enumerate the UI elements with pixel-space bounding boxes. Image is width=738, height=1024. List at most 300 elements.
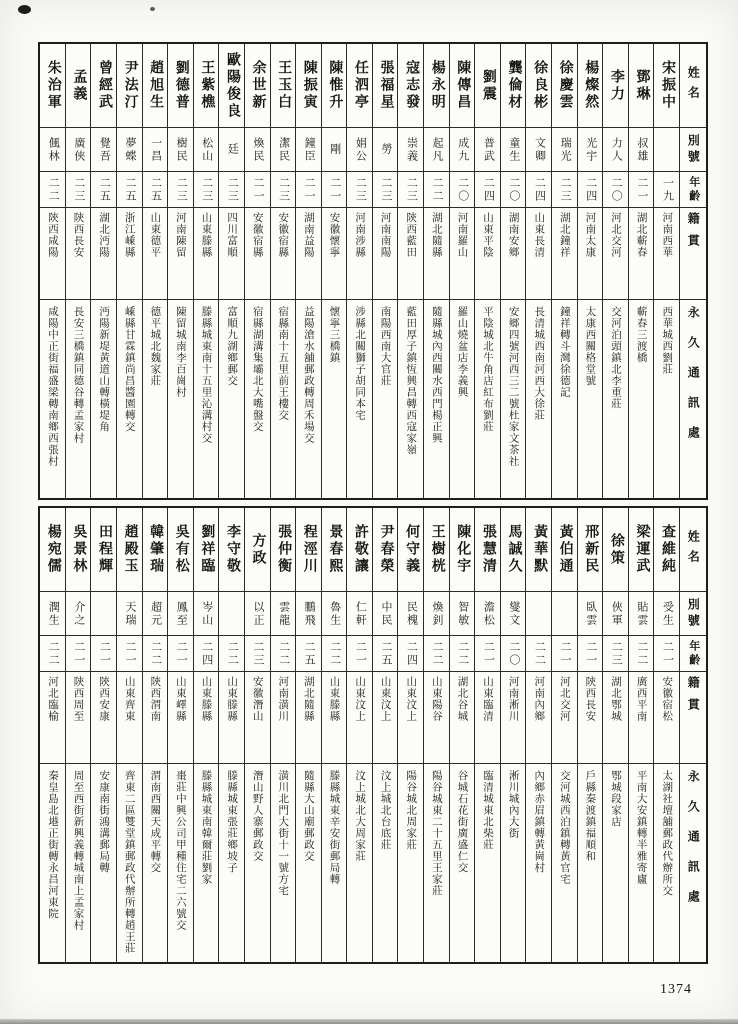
address-cell: [40, 764, 65, 962]
person-column: [397, 44, 423, 498]
native-cell: [271, 672, 296, 764]
age-cell: [219, 172, 244, 208]
age-text: 二二: [431, 176, 444, 203]
address-cell: [271, 300, 296, 498]
age-cell: [603, 636, 628, 672]
name-text: 陳惟升: [327, 60, 343, 111]
native-text: 浙江嵊縣: [123, 212, 135, 258]
alias-text: 貼雲: [635, 600, 648, 627]
native-cell: [271, 208, 296, 300]
age-cell: [245, 636, 270, 672]
address-cell: [143, 764, 168, 962]
native-cell: [40, 208, 65, 300]
age-cell: [271, 172, 296, 208]
name-cell: [347, 508, 372, 592]
address-text: 南陽西南大官莊: [379, 306, 391, 387]
name-text: 劉德普: [173, 60, 189, 111]
alias-cell: [117, 592, 142, 636]
age-text: 二一: [559, 640, 572, 667]
name-cell: [424, 44, 449, 128]
header-cell-address: [680, 300, 706, 498]
alias-text: 覺吾: [98, 136, 111, 163]
alias-cell: [552, 128, 577, 172]
native-text: 陝西安康: [98, 676, 110, 722]
address-cell: [91, 300, 116, 498]
address-cell: [501, 300, 526, 498]
native-cell: [424, 208, 449, 300]
native-text: 安徽宿松: [661, 676, 673, 722]
native-text: 湖南益陽: [302, 212, 314, 258]
address-text: 交河城西泊鎮轉黃官宅: [558, 770, 570, 885]
native-text: 河南南陽: [379, 212, 391, 258]
address-cell: [603, 300, 628, 498]
native-text: 湖北蘄春: [635, 212, 647, 258]
address-text: 安康南街鴻溝郵局轉: [98, 770, 110, 874]
person-column: [397, 508, 423, 962]
alias-cell: [245, 128, 270, 172]
age-text: 二一: [72, 640, 85, 667]
name-cell: [578, 508, 603, 592]
header-cell-name: [680, 44, 706, 128]
address-text: 鄂城段家店: [610, 770, 622, 828]
address-cell: [450, 300, 475, 498]
address-cell: [629, 764, 654, 962]
address-cell: [475, 764, 500, 962]
person-column: [244, 44, 270, 498]
alias-text: 夢蝶: [124, 136, 136, 163]
age-text: 二二: [456, 640, 469, 667]
alias-text: 廣俠: [72, 136, 85, 163]
name-cell: [117, 44, 142, 128]
person-column: [321, 508, 347, 962]
native-cell: [143, 208, 168, 300]
age-cell: [475, 172, 500, 208]
table-header-column: [679, 44, 706, 498]
native-cell: [322, 208, 347, 300]
person-column: [40, 44, 65, 498]
alias-cell: [91, 128, 116, 172]
alias-cell: [424, 592, 449, 636]
name-text: 黃華默: [532, 524, 548, 575]
address-text: 內鄉赤眉鎮轉黃崗村: [533, 770, 545, 874]
address-cell: [219, 764, 244, 962]
alias-cell: [424, 128, 449, 172]
age-cell: [347, 636, 372, 672]
alias-cell: [40, 592, 65, 636]
address-cell: [475, 300, 500, 498]
name-text: 李力: [608, 68, 624, 103]
header-cell-alias: [680, 128, 706, 172]
address-text: 太湖社壇舖郵政代辦所交: [661, 770, 673, 897]
native-text: 河北臨榆: [46, 676, 58, 722]
age-text: 二四: [482, 176, 495, 203]
person-column: [474, 508, 500, 962]
native-text: 陝西長安: [584, 676, 596, 722]
address-cell: [271, 764, 296, 962]
age-cell: [654, 636, 679, 672]
alias-text: 煥民: [251, 136, 264, 163]
name-text: 馬誠久: [506, 524, 522, 575]
name-cell: [501, 508, 526, 592]
age-cell: [629, 636, 654, 672]
native-cell: [526, 672, 551, 764]
native-text: 陝西藍田: [405, 212, 417, 258]
address-text: 淅川城內大街: [507, 770, 519, 839]
age-text: 二三: [405, 176, 418, 203]
name-cell: [398, 508, 423, 592]
name-cell: [143, 44, 168, 128]
native-cell: [373, 208, 398, 300]
alias-text: 鳳至: [175, 600, 188, 627]
person-column: [577, 44, 603, 498]
native-cell: [245, 208, 270, 300]
native-text: 山東滕縣: [226, 676, 238, 722]
alias-cell: [40, 128, 65, 172]
alias-cell: [168, 592, 193, 636]
name-cell: [40, 44, 65, 128]
name-text: 劉震: [480, 68, 496, 103]
person-column: [372, 508, 398, 962]
name-cell: [629, 44, 654, 128]
name-cell: [526, 508, 551, 592]
alias-cell: [219, 128, 244, 172]
age-text: 二二: [47, 640, 60, 667]
age-text: 二一: [175, 640, 188, 667]
age-text: 二一: [124, 640, 136, 667]
age-text: 二二: [226, 640, 239, 667]
scan-edge-shadow: [0, 1019, 738, 1024]
age-cell: [322, 636, 347, 672]
header-label-native: 籍貫: [686, 212, 701, 256]
age-cell: [91, 636, 116, 672]
address-text: 平陰城北牛角店紅布劉莊: [482, 306, 494, 433]
person-column: [602, 508, 628, 962]
name-text: 孟義: [71, 68, 87, 103]
person-column: [218, 44, 244, 498]
age-text: 二四: [200, 640, 213, 667]
age-text: 二一: [251, 176, 264, 203]
native-cell: [552, 208, 577, 300]
alias-text: 崇義: [405, 136, 418, 163]
name-text: 張慧清: [480, 524, 496, 575]
alias-text: 中民: [379, 600, 392, 627]
address-text: 陳留城南李百崗村: [174, 306, 186, 398]
native-cell: [424, 672, 449, 764]
name-cell: [168, 44, 193, 128]
person-column: [653, 44, 679, 498]
alias-text: 岑山: [200, 600, 213, 627]
native-cell: [296, 672, 321, 764]
person-column: [116, 508, 142, 962]
address-cell: [117, 764, 142, 962]
address-cell: [347, 764, 372, 962]
address-text: 嵊縣甘霖鎮尚昌醬園轉交: [123, 306, 135, 433]
alias-text: 廷: [226, 143, 239, 156]
alias-cell: [66, 128, 91, 172]
name-text: 陳化宇: [455, 524, 471, 575]
person-column: [90, 508, 116, 962]
address-text: 陽谷城東二十五里王家莊: [430, 770, 442, 897]
alias-cell: [526, 592, 551, 636]
age-text: 二三: [379, 176, 392, 203]
person-column: [653, 508, 679, 962]
name-cell: [654, 44, 679, 128]
address-text: 渭南西關天成平轉交: [149, 770, 161, 874]
name-text: 趙殿玉: [122, 524, 138, 575]
native-cell: [168, 672, 193, 764]
alias-cell: [398, 592, 423, 636]
native-cell: [66, 208, 91, 300]
alias-text: 澹松: [482, 600, 495, 627]
address-cell: [168, 764, 193, 962]
address-text: 德平城北魏家莊: [149, 306, 161, 387]
name-text: 余世新: [250, 60, 266, 111]
alias-text: 臥雲: [584, 600, 597, 627]
name-cell: [398, 44, 423, 128]
age-cell: [296, 172, 321, 208]
name-text: 楊永明: [429, 60, 445, 111]
address-cell: [66, 300, 91, 498]
header-label-alias: 別號: [686, 133, 701, 166]
scan-artifact: [18, 5, 31, 14]
name-text: 宋振中: [660, 60, 676, 111]
address-text: 交河泊頭鎮北李重莊: [610, 306, 622, 410]
name-text: 尹春榮: [378, 524, 394, 575]
address-cell: [40, 300, 65, 498]
age-cell: [91, 172, 116, 208]
name-cell: [501, 44, 526, 128]
age-text: 二一: [635, 176, 648, 203]
alias-cell: [578, 592, 603, 636]
age-cell: [168, 636, 193, 672]
address-text: 汶上城北大周家莊: [354, 770, 366, 862]
alias-text: 童生: [507, 136, 520, 163]
native-text: 山東平陰: [482, 212, 494, 258]
name-cell: [143, 508, 168, 592]
native-text: 陝西長安: [72, 212, 84, 258]
name-cell: [424, 508, 449, 592]
person-column: [167, 508, 193, 962]
age-text: 二五: [303, 640, 316, 667]
address-cell: [629, 300, 654, 498]
age-cell: [117, 172, 142, 208]
address-text: 秦皇島北塂正街轉永昌河東院: [46, 770, 58, 920]
age-text: 二一: [303, 176, 316, 203]
name-text: 張福星: [378, 60, 394, 111]
name-cell: [219, 508, 244, 592]
name-cell: [296, 44, 321, 128]
header-cell-native: [680, 672, 706, 764]
alias-text: 鵬飛: [303, 600, 316, 627]
name-text: 楊宛儒: [45, 524, 61, 575]
age-cell: [271, 636, 296, 672]
age-text: 二二: [277, 640, 290, 667]
native-cell: [245, 672, 270, 764]
address-cell: [373, 764, 398, 962]
name-cell: [194, 508, 219, 592]
age-cell: [398, 636, 423, 672]
alias-text: 以正: [251, 600, 264, 627]
name-cell: [603, 44, 628, 128]
native-cell: [578, 208, 603, 300]
person-column: [142, 44, 168, 498]
native-cell: [194, 208, 219, 300]
name-text: 龔倫材: [506, 60, 522, 111]
alias-text: 文卿: [533, 136, 546, 163]
age-cell: [578, 172, 603, 208]
name-text: 吳景林: [71, 524, 87, 575]
person-column: [295, 508, 321, 962]
name-cell: [552, 44, 577, 128]
age-cell: [526, 636, 551, 672]
native-cell: [219, 208, 244, 300]
name-cell: [117, 508, 142, 592]
native-cell: [629, 208, 654, 300]
age-cell: [450, 636, 475, 672]
person-column: [525, 508, 551, 962]
age-text: 一九: [661, 176, 674, 203]
name-cell: [475, 508, 500, 592]
person-column: [193, 44, 219, 498]
alias-cell: [629, 592, 654, 636]
alias-text: 光宇: [584, 136, 597, 163]
age-text: 二三: [354, 176, 367, 203]
native-text: 安徽潛山: [251, 676, 263, 722]
alias-text: 天瑞: [124, 600, 136, 627]
name-text: 楊燦然: [583, 60, 599, 111]
address-text: 富順九湖鄉郵交: [226, 306, 238, 387]
alias-cell: [271, 592, 296, 636]
native-cell: [117, 208, 142, 300]
table-header-column: [679, 508, 706, 962]
age-cell: [40, 636, 65, 672]
age-cell: [40, 172, 65, 208]
address-cell: [526, 300, 551, 498]
person-column: [321, 44, 347, 498]
name-text: 方政: [250, 532, 266, 567]
native-text: 山東汶上: [405, 676, 417, 722]
age-cell: [603, 172, 628, 208]
alias-cell: [398, 128, 423, 172]
name-text: 王樹桄: [429, 524, 445, 575]
name-cell: [552, 508, 577, 592]
address-cell: [603, 764, 628, 962]
age-cell: [501, 636, 526, 672]
address-text: 隨縣城內西關水西門楊正興: [430, 306, 442, 444]
alias-text: 起凡: [431, 136, 444, 163]
person-column: [90, 44, 116, 498]
age-text: 二一: [98, 640, 111, 667]
address-text: 臨清城東北柴莊: [482, 770, 494, 851]
alias-text: 鐘臣: [303, 136, 316, 163]
name-cell: [245, 508, 270, 592]
name-text: 景春熙: [327, 524, 343, 575]
person-column: [551, 508, 577, 962]
alias-cell: [450, 128, 475, 172]
address-text: 鐘祥轉斗灣徐德記: [558, 306, 570, 398]
name-text: 寇志發: [404, 60, 420, 111]
alias-text: 民槐: [405, 600, 418, 627]
age-text: 二三: [226, 176, 239, 203]
header-label-alias: 別號: [686, 597, 701, 630]
age-text: 二二: [533, 640, 546, 667]
alias-text: 瑞光: [559, 136, 572, 163]
header-label-address: 永久通訊處: [686, 770, 701, 920]
address-cell: [578, 764, 603, 962]
alias-text: 剛: [328, 143, 341, 156]
address-text: 滕縣城東南十五里沁溝村交: [200, 306, 212, 444]
native-cell: [219, 672, 244, 764]
directory-table-lower: [38, 506, 708, 964]
name-text: 韓肇瑞: [148, 524, 164, 575]
address-text: 隨縣大山廟郵政交: [302, 770, 314, 862]
alias-text: 仁軒: [354, 600, 367, 627]
alias-cell: [603, 592, 628, 636]
address-text: 宿縣南十五里前王樓交: [277, 306, 289, 421]
native-text: 陝西周至: [72, 676, 84, 722]
name-text: 許敬讓: [352, 524, 368, 575]
alias-text: 受生: [661, 600, 674, 627]
name-cell: [322, 44, 347, 128]
name-text: 曾經武: [96, 60, 112, 111]
person-column: [423, 44, 449, 498]
age-text: 二一: [328, 176, 341, 203]
person-column: [500, 44, 526, 498]
native-text: 河南內鄉: [533, 676, 545, 722]
person-column: [65, 508, 91, 962]
address-text: 宿縣湖溝集壩北大嘴盤交: [251, 306, 263, 433]
person-column: [346, 44, 372, 498]
age-text: 二四: [533, 176, 546, 203]
native-cell: [143, 672, 168, 764]
address-text: 長清城西南河西大徐莊: [533, 306, 545, 421]
alias-text: 普武: [482, 136, 495, 163]
age-text: 二三: [610, 640, 623, 667]
address-text: 谷城石花街廣盛仁交: [456, 770, 468, 874]
address-cell: [91, 764, 116, 962]
age-text: 二二: [149, 640, 162, 667]
name-cell: [271, 508, 296, 592]
alias-text: 松山: [200, 136, 213, 163]
native-cell: [450, 672, 475, 764]
age-text: 二一: [354, 640, 367, 667]
native-cell: [373, 672, 398, 764]
age-text: 二二: [328, 640, 341, 667]
name-text: 朱治軍: [45, 60, 61, 111]
address-cell: [168, 300, 193, 498]
alias-cell: [219, 592, 244, 636]
native-text: 河南涉縣: [354, 212, 366, 258]
address-cell: [322, 764, 347, 962]
address-text: 汶上城北台底莊: [379, 770, 391, 851]
address-cell: [424, 764, 449, 962]
person-column: [628, 44, 654, 498]
age-cell: [552, 636, 577, 672]
alias-cell: [552, 592, 577, 636]
name-cell: [475, 44, 500, 128]
alias-cell: [194, 128, 219, 172]
age-text: 二三: [72, 176, 85, 203]
address-text: 涉縣北關獅子胡同本宅: [354, 306, 366, 421]
age-text: 二三: [251, 640, 264, 667]
native-text: 河南潢川: [277, 676, 289, 722]
address-cell: [373, 300, 398, 498]
alias-cell: [117, 128, 142, 172]
alias-cell: [66, 592, 91, 636]
address-cell: [194, 764, 219, 962]
address-cell: [245, 764, 270, 962]
native-text: 湖北沔陽: [98, 212, 110, 258]
